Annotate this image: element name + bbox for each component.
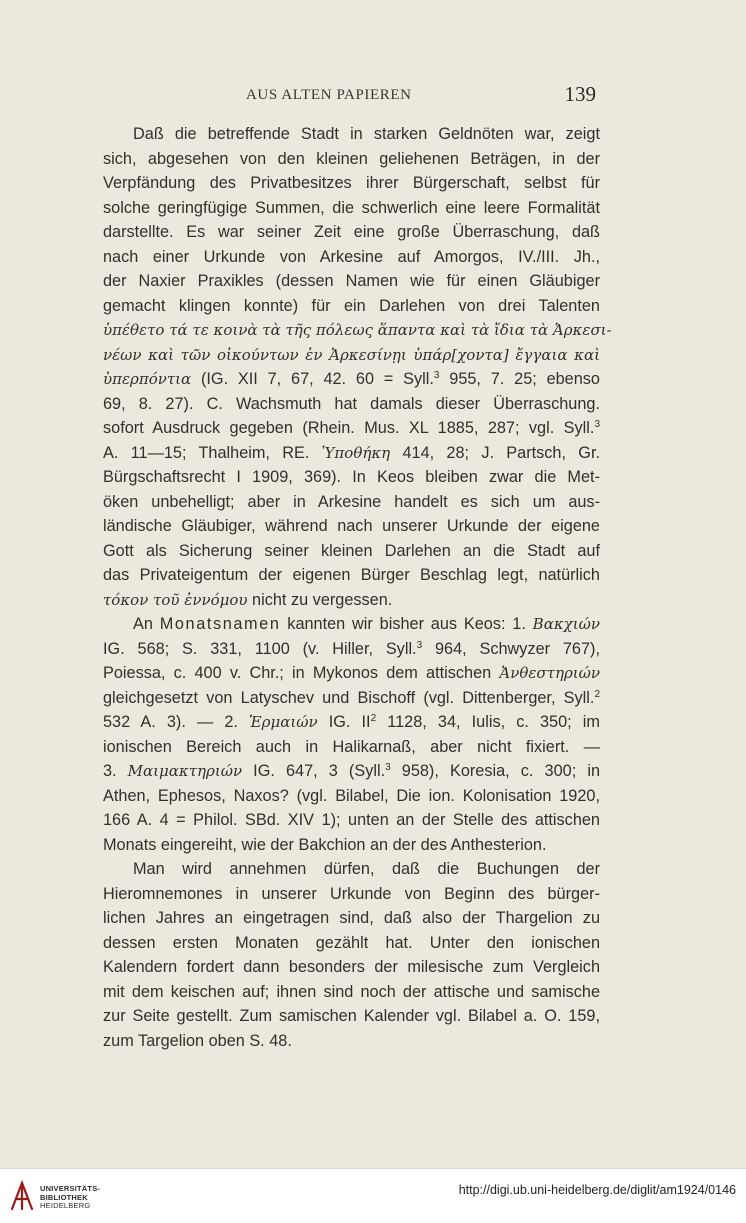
citation-text: 414, 28; J. Partsch, Gr. [390,443,600,462]
text-fragment: gleichgesetzt von Latyschev und Bischoff (vgl. Dittenberger, Syll. [103,688,595,707]
text-fragment: An [133,615,160,633]
library-logo-text [40,1185,100,1211]
text-fragment: Poiessa, c. 400 v. Chr.; in Mykonos dem attischen [103,664,500,682]
superscript: 3 [385,762,391,773]
text-line: darstellte. Es war seiner Zeit eine große Überraschung, daß [103,223,600,241]
citation-text: 955, 7. 25; ebenso [439,370,600,388]
greek-quote-line: νέων καὶ τῶν οἰκούντων ἐν Ἀρκεσίνῃι ὑπάρ[χοντα] ἔγγαια καὶ [103,345,600,364]
greek-word: Ὑποθήκη [321,443,391,462]
page-number: 139 [564,82,596,106]
text-line [103,612,600,637]
text-fragment: nicht zu vergessen. [247,590,393,609]
text-line: Bürgschaftsrecht I 1909, 369). In Keos bleiben zwar die Met- [103,468,600,486]
superscript: 3 [416,639,423,651]
text-line: öken unbehelligt; aber in Arkesine handelt es sich um aus- [103,492,600,511]
text-line: 166 A. 4 = Philol. SBd. XIV 1); unten an der Stelle des attischen [103,811,600,829]
text-line: Monats eingereiht, wie der Bakchion an der des Anthesterion. [103,835,547,854]
permalink-url[interactable]: http://digi.ub.uni-heidelberg.de/diglit/am1924/0146 [458,1183,736,1197]
superscript: 2 [594,688,600,700]
text-line [103,367,600,392]
superscript: 3 [594,419,600,430]
greek-word: Ἀνθεστηριών [499,664,600,682]
text-line: 69, 8. 27). C. Wachsmuth hat damals dieser Überraschung. [103,394,600,413]
greek-word: ὑπερπόντια [103,370,192,388]
text-fragment: IG. 568; S. 331, 1100 (v. Hiller, Syll. [103,639,417,658]
text-line: Man wird annehmen dürfen, daß die Buchungen der [133,860,600,878]
text-line: ländische Gläubiger, während nach unserer Urkunde der eigene [103,517,600,535]
citation-text: (IG. XII 7, 67, 42. 60 = Syll. [191,370,434,388]
text-line: zur Seite gestellt. Zum samischen Kalender vgl. Bilabel a. O. 159, [103,1007,600,1025]
text-line: sich, abgesehen von den kleinen geliehenen Beträgen, in der [103,149,600,168]
logo-line: BIBLIOTHEK [40,1192,88,1202]
body-text [103,122,612,1053]
text-line [103,416,600,441]
text-line: nach einer Urkunde von Arkesine auf Amorgos, IV./III. Jh., [103,247,600,266]
paragraph-1 [103,122,612,612]
text-fragment: 964, Schwyzer 767), [422,639,600,658]
text-fragment: 1128, 34, Iulis, c. 350; im [376,713,600,731]
text-line: zum Targelion oben S. 48. [103,1031,292,1050]
greek-word: Βακχιών [532,615,600,633]
viewer-footer [0,1168,746,1223]
greek-word: τόκον τοῦ ἐννόμου [103,590,248,609]
library-logo-link[interactable] [8,1179,128,1215]
text-line: mit dem keischen auf; ihnen sind noch der attische und samische [103,982,600,1001]
logo-line: UNIVERSITÄTS- [40,1184,101,1193]
text-line: dessen ersten Monaten gezählt hat. Unter den ionischen [103,933,600,952]
text-line: lichen Jahres an eingetragen sind, daß also der Thargelion zu [103,909,600,927]
text-line: Verpfändung des Privatbesitzes ihrer Bürgerschaft, selbst für [103,174,600,192]
text-line: das Privateigentum der eigenen Bürger Beschlag legt, natürlich [103,566,600,584]
text-fragment: 532 A. 3). — 2. [103,713,250,731]
text-line [103,686,600,711]
text-line [103,759,600,784]
text-line: solche geringfügige Summen, die schwerlich eine leere Formalität [103,198,600,217]
text-line: ionischen Bereich auch in Halikarnaß, aber nicht fixiert. — [103,737,600,756]
text-line: gemacht klingen konnte) für ein Darlehen von drei Talenten [103,296,600,315]
text-fragment: 958), Koresia, c. 300; in [390,762,600,780]
citation-text: sofort Ausdruck gegeben (Rhein. Mus. XL 1885, 287; vgl. Syll. [103,419,595,437]
greek-quote-line: ὑπέθετο τά τε κοινὰ τὰ τῆς πόλεως ἅπαντα καὶ τὰ ἴδια τὰ Ἀρκεσι- [103,321,612,339]
text-fragment: IG. II [317,713,371,731]
text-line [103,637,600,662]
logo-line: HEIDELBERG [40,1201,91,1210]
library-logo-icon [8,1179,36,1213]
paragraph-3 [103,857,600,1053]
spaced-emphasis: Monatsnamen [159,615,281,633]
paragraph-2 [103,612,600,857]
text-line: der Naxier Praxikles (dessen Namen wie für einen Gläubiger [103,272,600,290]
greek-word: Ἑρμαιών [249,713,318,731]
text-line [103,441,600,466]
text-line: Athen, Ephesos, Naxos? (vgl. Bilabel, Die ion. Kolonisation 1920, [103,786,600,805]
superscript: 2 [370,713,377,724]
citation-text: A. 11—15; Thalheim, RE. [103,443,322,462]
greek-word: Μαιμακτηριών [127,762,243,780]
running-head [96,82,596,109]
text-fragment: IG. 647, 3 (Syll. [242,762,386,780]
text-line: Hieromnemones in unserer Urkunde von Beginn des bürger- [103,884,600,903]
text-line: Gott als Sicherung seiner kleinen Darlehen an die Stadt auf [103,541,600,560]
superscript: 3 [433,370,440,381]
running-title: AUS ALTEN PAPIEREN [246,87,412,103]
text-line: Kalendern fordert dann besonders der milesische zum Vergleich [103,958,600,976]
text-line [103,710,600,735]
text-line: Daß die betreffende Stadt in starken Geldnöten war, zeigt [133,125,600,143]
text-line [103,661,600,686]
text-fragment: 3. [103,762,128,780]
text-line [103,588,600,613]
text-fragment: kannten wir bisher aus Keos: 1. [280,615,533,633]
